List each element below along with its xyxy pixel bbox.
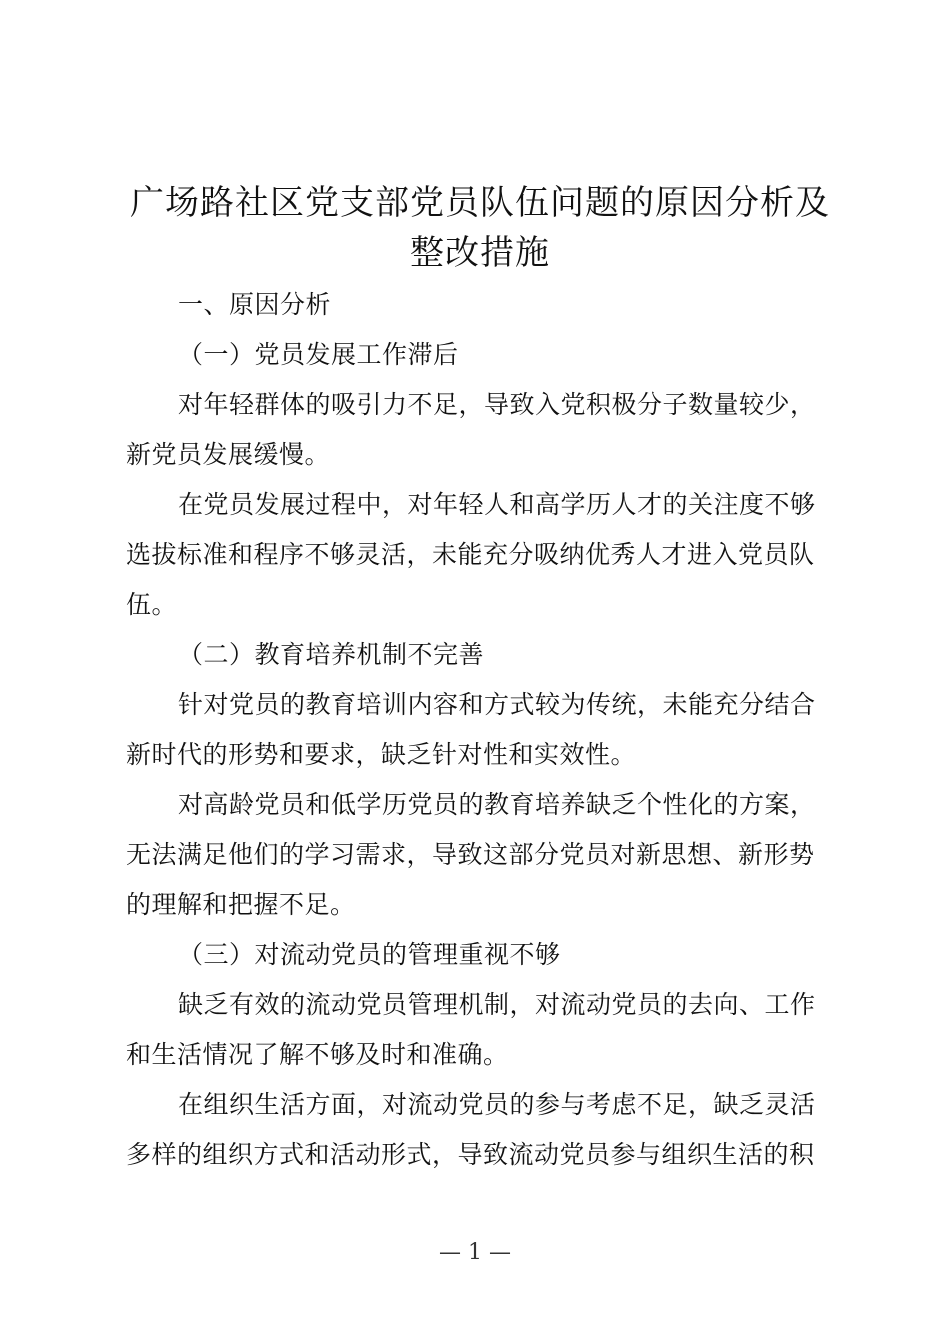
section-heading: 一、原因分析	[178, 290, 332, 319]
paragraph-line: 选拔标准和程序不够灵活，未能充分吸纳优秀人才进入党员队	[126, 540, 815, 569]
paragraph-line: 无法满足他们的学习需求，导致这部分党员对新思想、新形势	[126, 840, 815, 869]
subsection-heading: （二）教育培养机制不完善	[178, 640, 485, 669]
subsection-heading: （三）对流动党员的管理重视不够	[178, 940, 561, 969]
paragraph-line: 在党员发展过程中，对年轻人和高学历人才的关注度不够	[178, 490, 816, 519]
document-body	[126, 280, 836, 1180]
paragraph-line: 在组织生活方面，对流动党员的参与考虑不足，缺乏灵活	[178, 1090, 816, 1119]
title-line: 整改措施	[410, 233, 550, 273]
paragraph-line: 和生活情况了解不够及时和准确。	[126, 1040, 509, 1069]
paragraph-line: 的理解和把握不足。	[126, 890, 356, 919]
paragraph-line: 新时代的形势和要求，缺乏针对性和实效性。	[126, 740, 637, 769]
paragraph-line: 缺乏有效的流动党员管理机制，对流动党员的去向、工作	[178, 990, 816, 1019]
paragraph-line: 多样的组织方式和活动形式，导致流动党员参与组织生活的积	[126, 1140, 815, 1169]
paragraph-line: 伍。	[126, 590, 178, 619]
paragraph-line: 新党员发展缓慢。	[126, 440, 331, 469]
paragraph-line: 对高龄党员和低学历党员的教育培养缺乏个性化的方案，	[178, 790, 816, 819]
paragraph-line: 针对党员的教育培训内容和方式较为传统，未能充分结合	[178, 690, 816, 719]
page-number: — 1 —	[439, 1240, 511, 1265]
title-line: 广场路社区党支部党员队伍问题的原因分析及	[130, 183, 830, 223]
document-title	[100, 178, 860, 278]
subsection-heading: （一）党员发展工作滞后	[178, 340, 459, 369]
paragraph-line: 对年轻群体的吸引力不足，导致入党积极分子数量较少，	[178, 390, 816, 419]
